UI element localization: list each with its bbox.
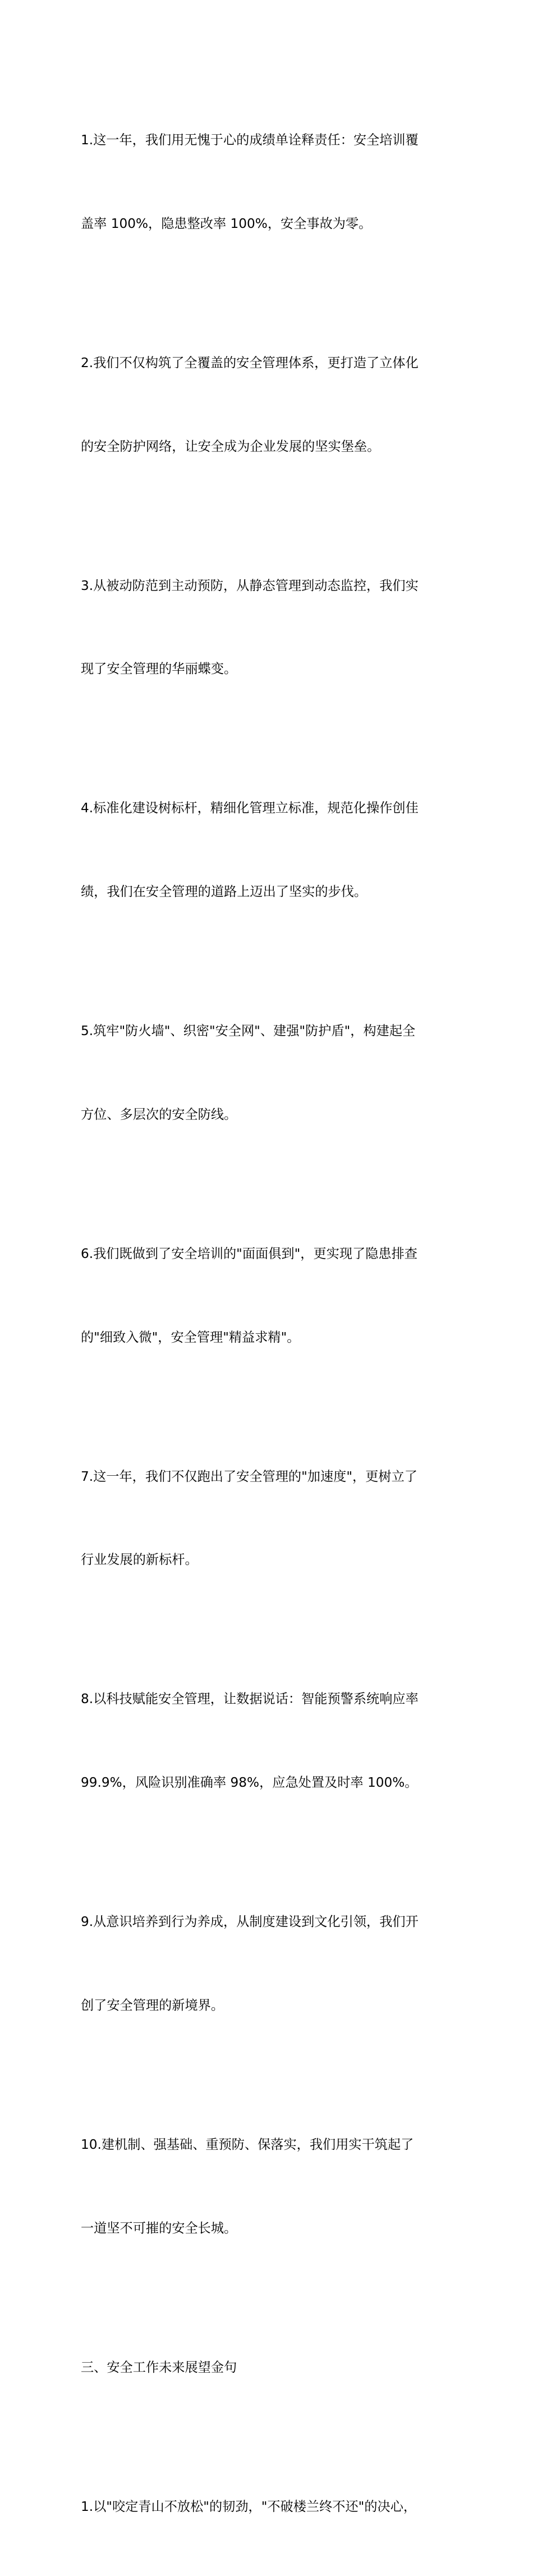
text-line: 现了安全管理的华丽蝶变。 (81, 661, 237, 677)
list-item-3 (81, 516, 454, 739)
text-line: 方位、多层次的安全防线。 (81, 1106, 237, 1122)
text-line: 行业发展的新标杆。 (81, 1552, 198, 1568)
list-item-5 (81, 962, 454, 1184)
list-item-1 (81, 71, 454, 294)
section-heading (81, 2298, 454, 2437)
text-line: 1.以"咬定青山不放松"的韧劲，"不破楼兰终不还"的决心， (81, 2499, 417, 2514)
list-item-next-section-1 (81, 2437, 454, 2576)
list-item-8 (81, 1630, 454, 1852)
text-line: 一道坚不可摧的安全长城。 (81, 2220, 237, 2236)
text-line: 4.标准化建设树标杆，精细化管理立标准，规范化操作创佳 (81, 800, 419, 816)
text-line: 1.这一年，我们用无愧于心的成绩单诠释责任：安全培训覆 (81, 132, 419, 148)
text-line: 99.9%，风险识别准确率 98%，应急处置及时率 100%。 (81, 1775, 418, 1791)
text-line: 盖率 100%，隐患整改率 100%，安全事故为零。 (81, 216, 372, 231)
text-line: 的安全防护网络，让安全成为企业发展的坚实堡垒。 (81, 438, 380, 454)
text-line: 的"细致入微"，安全管理"精益求精"。 (81, 1329, 300, 1345)
text-line: 3.从被动防范到主动预防，从静态管理到动态监控，我们实 (81, 578, 419, 593)
text-line: 8.以科技赋能安全管理，让数据说话：智能预警系统响应率 (81, 1691, 419, 1707)
list-item-9 (81, 1852, 454, 2075)
text-line: 创了安全管理的新境界。 (81, 1997, 224, 2013)
text-line: 9.从意识培养到行为养成，从制度建设到文化引领，我们开 (81, 1914, 419, 1930)
list-item-2 (81, 294, 454, 516)
text-line: 绩，我们在安全管理的道路上迈出了坚实的步伐。 (81, 884, 367, 900)
heading-line: 三、安全工作未来展望金句 (81, 2359, 237, 2375)
list-item-7 (81, 1407, 454, 1630)
list-item-10 (81, 2075, 454, 2298)
text-line: 6.我们既做到了安全培训的"面面俱到"，更实现了隐患排查 (81, 1246, 417, 1261)
text-line: 7.这一年，我们不仅跑出了安全管理的"加速度"，更树立了 (81, 1468, 417, 1484)
document-body (81, 71, 454, 2576)
list-item-4 (81, 739, 454, 962)
text-line: 5.筑牢"防火墙"、织密"安全网"、建强"防护盾"，构建起全 (81, 1023, 416, 1039)
text-line: 2.我们不仅构筑了全覆盖的安全管理体系，更打造了立体化 (81, 355, 419, 370)
text-line: 10.建机制、强基础、重预防、保落实，我们用实干筑起了 (81, 2136, 414, 2152)
list-item-6 (81, 1184, 454, 1407)
